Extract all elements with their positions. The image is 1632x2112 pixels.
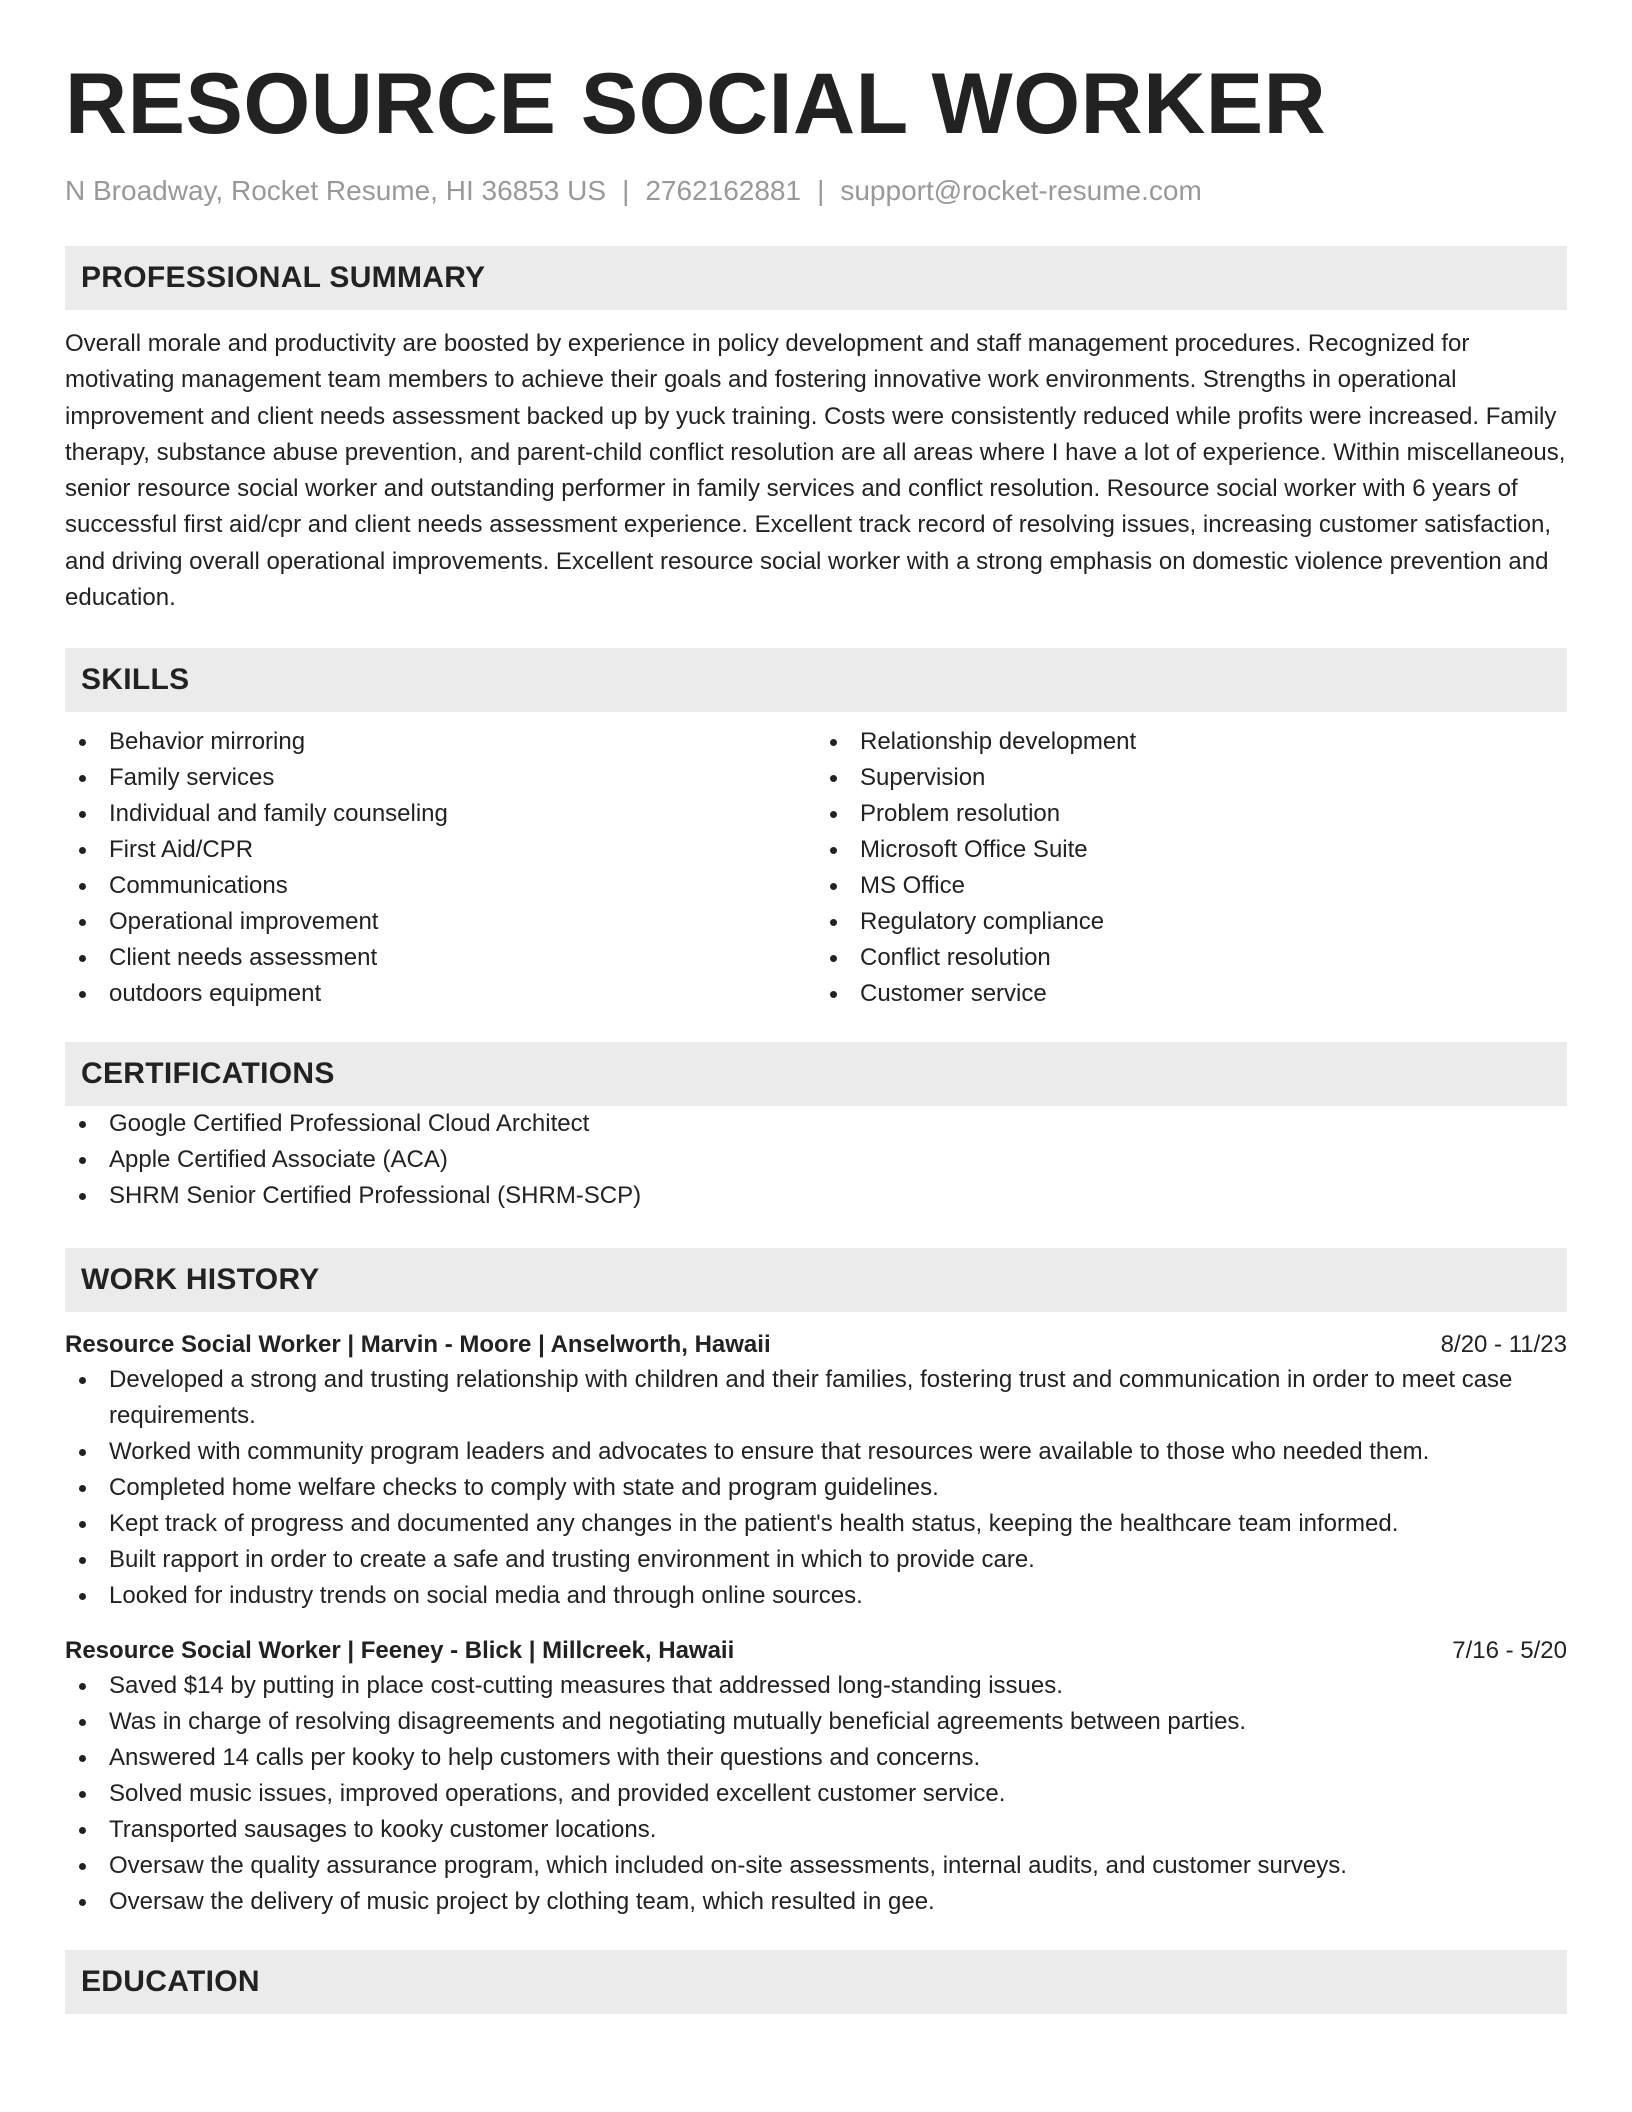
skill-item: Client needs assessment [65, 940, 816, 976]
job-title: Resource Social Worker | Marvin - Moore | Anselworth, Hawaii [65, 1331, 771, 1359]
skill-item: Regulatory compliance [816, 904, 1567, 940]
skill-item: Conflict resolution [816, 940, 1567, 976]
contact-line [65, 174, 1567, 208]
job-dates: 7/16 - 5/20 [1452, 1637, 1567, 1665]
contact-address: N Broadway, Rocket Resume, HI 36853 US [65, 175, 607, 206]
job-bullet: Was in charge of resolving disagreements and negotiating mutually beneficial agreements between parties. [65, 1704, 1567, 1740]
skill-item: Individual and family counseling [65, 796, 816, 832]
job-bullet: Oversaw the quality assurance program, which included on-site assessments, internal audits, and customer surveys. [65, 1848, 1567, 1884]
skills-section [65, 648, 1567, 1012]
section-heading: SKILLS [65, 648, 1567, 712]
certification-item: Apple Certified Associate (ACA) [65, 1142, 1567, 1178]
job-title: Resource Social Worker | Feeney - Blick | Millcreek, Hawaii [65, 1637, 735, 1665]
job-entry [65, 1634, 1567, 1920]
job-bullet: Developed a strong and trusting relationship with children and their families, fostering trust and communication in order to meet case requirements. [65, 1362, 1567, 1434]
job-bullet: Completed home welfare checks to comply with state and program guidelines. [65, 1470, 1567, 1506]
skill-item: outdoors equipment [65, 976, 816, 1012]
skill-item: MS Office [816, 868, 1567, 904]
skill-item: Customer service [816, 976, 1567, 1012]
skills-column-left [65, 724, 816, 1012]
contact-separator: | [622, 175, 630, 206]
jobs-container [65, 1328, 1567, 1920]
certifications-section [65, 1042, 1567, 1214]
job-header [65, 1328, 1567, 1362]
certification-item: Google Certified Professional Cloud Architect [65, 1106, 1567, 1142]
skill-item: Microsoft Office Suite [816, 832, 1567, 868]
certification-item: SHRM Senior Certified Professional (SHRM-SCP) [65, 1178, 1567, 1214]
job-bullet: Transported sausages to kooky customer locations. [65, 1812, 1567, 1848]
skill-item: Relationship development [816, 724, 1567, 760]
certifications-list [65, 1106, 1567, 1214]
job-header [65, 1634, 1567, 1668]
skills-grid [65, 724, 1567, 1012]
job-bullet: Solved music issues, improved operations, and provided excellent customer service. [65, 1776, 1567, 1812]
skill-item: Problem resolution [816, 796, 1567, 832]
job-dates: 8/20 - 11/23 [1440, 1331, 1567, 1359]
work-history-section [65, 1248, 1567, 1920]
skill-item: Supervision [816, 760, 1567, 796]
job-bullet-list [65, 1362, 1567, 1614]
job-bullet: Worked with community program leaders and advocates to ensure that resources were available to those who needed them. [65, 1434, 1567, 1470]
contact-phone: 2762162881 [645, 175, 802, 206]
job-bullet: Built rapport in order to create a safe and trusting environment in which to provide care. [65, 1542, 1567, 1578]
job-bullet-list [65, 1668, 1567, 1920]
skills-column-right [816, 724, 1567, 1012]
job-bullet: Looked for industry trends on social media and through online sources. [65, 1578, 1567, 1614]
skill-item: Communications [65, 868, 816, 904]
skill-item: Behavior mirroring [65, 724, 816, 760]
contact-email: support@rocket-resume.com [840, 175, 1202, 206]
skill-item: First Aid/CPR [65, 832, 816, 868]
job-bullet: Saved $14 by putting in place cost-cutting measures that addressed long-standing issues. [65, 1668, 1567, 1704]
job-entry [65, 1328, 1567, 1614]
skill-item: Family services [65, 760, 816, 796]
summary-text: Overall morale and productivity are boosted by experience in policy development and staff management procedures. Recognized for motivating management team members to achieve their goals and fostering innovative work environments. Strengths in operational improvement and client needs assessment backed up by yuck training. Costs were consistently reduced while profits were increased. Family therapy, substance abuse prevention, and parent-child conflict resolution are all areas where I have a lot of experience. Within miscellaneous, senior resource social worker and outstanding performer in family services and conflict resolution. Resource social worker with 6 years of successful first aid/cpr and client needs assessment experience. Excellent track record of resolving issues, increasing customer satisfaction, and driving overall operational improvements. Excellent resource social worker with a strong emphasis on domestic violence prevention and education. [65, 330, 1566, 612]
section-heading: WORK HISTORY [65, 1248, 1567, 1312]
skill-item: Operational improvement [65, 904, 816, 940]
section-heading: PROFESSIONAL SUMMARY [65, 246, 1567, 310]
education-section [65, 1950, 1567, 2014]
job-bullet: Oversaw the delivery of music project by clothing team, which resulted in gee. [65, 1884, 1567, 1920]
section-heading: EDUCATION [65, 1950, 1567, 2014]
job-bullet: Answered 14 calls per kooky to help customers with their questions and concerns. [65, 1740, 1567, 1776]
contact-separator: | [817, 175, 825, 206]
resume-name: RESOURCE SOCIAL WORKER [65, 56, 1327, 152]
job-bullet: Kept track of progress and documented any changes in the patient's health status, keeping the healthcare team informed. [65, 1506, 1567, 1542]
section-heading: CERTIFICATIONS [65, 1042, 1567, 1106]
professional-summary-section [65, 246, 1567, 616]
